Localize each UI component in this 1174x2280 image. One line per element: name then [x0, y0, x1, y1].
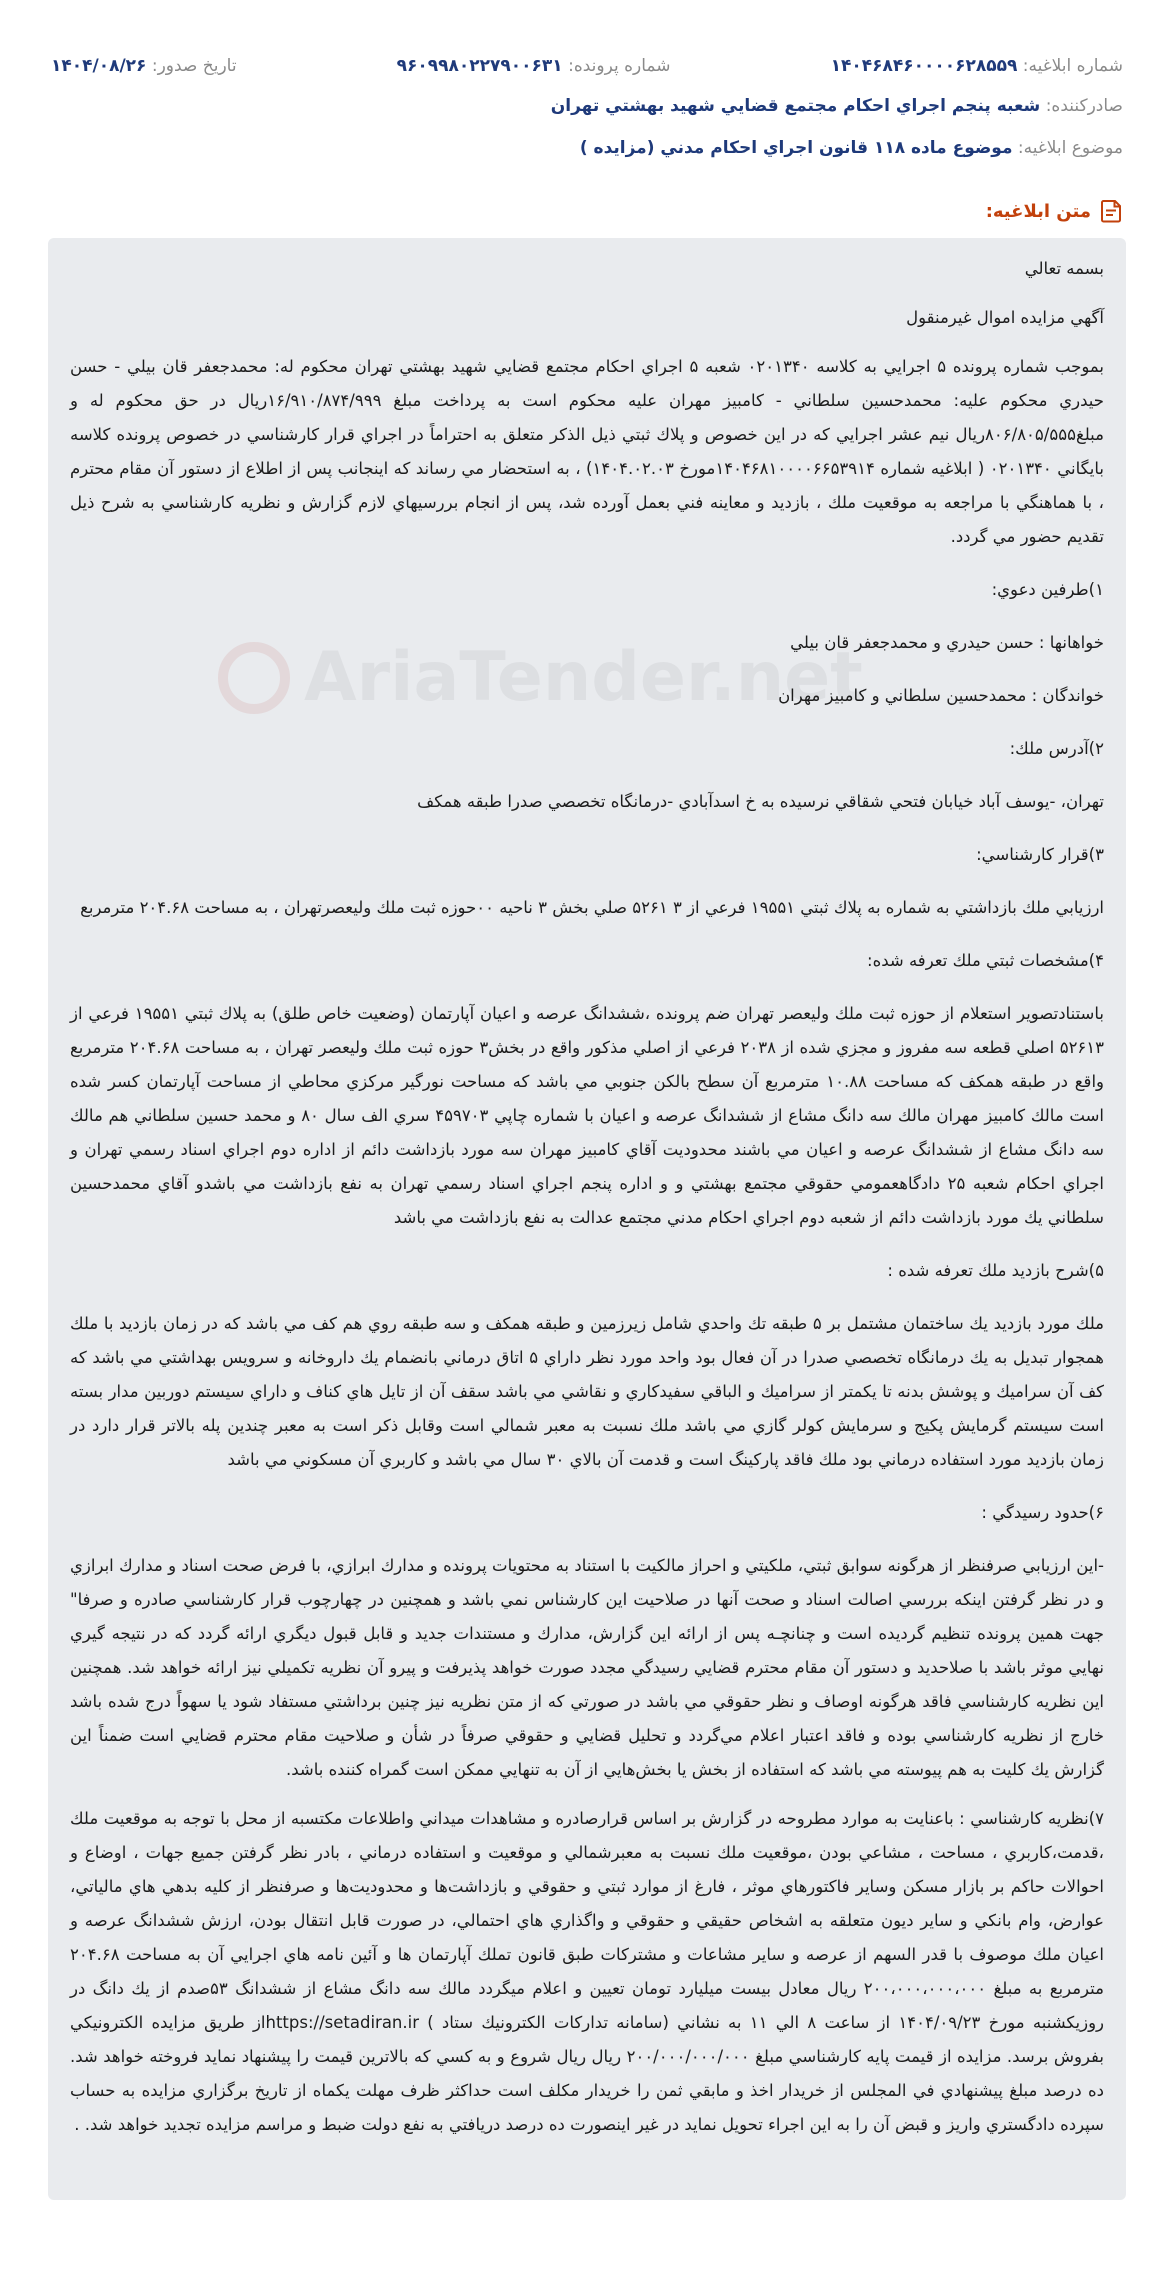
- issuer-value: شعبه پنجم اجراي احكام مجتمع قضايي شهيد بهشتي تهران: [550, 96, 1041, 116]
- issuer-row: [51, 96, 1123, 116]
- notice-paragraph-14: ملك مورد بازديد يك ساختمان مشتمل بر ۵ طبقه تك واحدي شامل زيرزمين و طبقه همكف و سه طبقه روي هم كف مي باشد كه در زمان بازديد با ملك همجوار تبديل به يك درمانگاه تخصصي صدرا در آن فعال بود واحد مورد نظر داراي ۵ اتاق درماني بانضمام يك داروخانه و سرويس بهداشتي مي باشد كه كف آن سراميك و پوشش بدنه تا يكمتر از سراميك و الباقي سفيدكاري و نقاشي مي باشد سقف آن از تايل هاي كناف و داراي سيستم دوربين مدار بسته است سيستم گرمايش پكيج و سرمايش كولر گازي مي باشد ملك نسبت به معبر شمالي است وقابل ذكر است به معبر چندين پله بالاتر قرار دارد در زمان بازديد مورد استفاده درماني بود ملك فاقد پاركينگ است و قدمت آن بالاي ۳۰ سال مي باشد و كاربري آن مسكوني مي باشد: [70, 1314, 1105, 1469]
- notice-paragraph-9: ۳)قرار كارشناسي:: [976, 845, 1104, 864]
- notice-paragraph-11: ۴)مشخصات ثبتي ملك تعرفه شده:: [867, 951, 1104, 970]
- issue-date: [51, 56, 237, 76]
- notice-paragraph-7: ۲)آدرس ملك:: [1009, 739, 1104, 758]
- notice-paragraph-8: تهران، -يوسف آباد خيابان فتحي شقاقي نرسيده به خ اسدآبادي -درمانگاه تخصصي صدرا طبقه همكف: [417, 792, 1104, 811]
- notice-text-panel: [48, 238, 1126, 2200]
- subject-value: موضوع ماده ۱۱۸ قانون اجراي احكام مدني (مزايده ): [579, 138, 1013, 158]
- notice-paragraph-5: خواهانها : حسن حيدري و محمدجعفر قان بيلي: [790, 633, 1104, 652]
- notice-paragraph-3: بموجب شماره پرونده ۵ اجرايي به کلاسه ۰۲۰۱۳۴۰ شعبه ۵ اجراي احكام مجتمع قضايي شهيد بهشتي تهران محكوم له: محمدجعفر قان بيلي - حسن حيدري محكوم عليه: محمدحسين سلطاني - كامبيز مهران عليه محكوم است به پرداخت مبلغ ۱۶/۹۱۰/۸۷۴/۹۹۹ريال در حق محكوم له و مبلغ۸۰۶/۸۰۵/۵۵۵ريال نيم عشر اجرايي كه در اين خصوص و پلاك ثبتي ذيل الذكر متعلق به احتراماً در اجراي قرار كارشناسي در خصوص پرونده كلاسه بايگاني ۰۲۰۱۳۴۰ ( ابلاغيه شماره ۱۴۰۴۶۸۱۰۰۰۰۶۶۵۳۹۱۴مورخ ۱۴۰۴.۰۲.۰۳) ، به استحضار مي رساند كه اينجانب پس از اطلاع از دستور آن مقام محترم ، با هماهنگي با مراجعه به موقعيت ملك ، بازديد و معاينه فني بعمل آورده شد، پس از انجام بررسيهاي لازم گزارش و نظريه كارشناسي به شرح ذيل تقديم حضور مي گردد.: [70, 357, 1105, 546]
- notice-paragraph-2: آگهي مزايده اموال غيرمنقول: [906, 308, 1104, 327]
- notice-paragraph-13: ۵)شرح بازديد ملك تعرفه شده :: [887, 1261, 1104, 1280]
- issue-date-value: ۱۴۰۴/۰۸/۲۶: [51, 56, 147, 76]
- notice-paragraph-6: خواندگان : محمدحسين سلطاني و كامبيز مهران: [778, 686, 1104, 705]
- issue-date-label: تاريخ صدور:: [151, 56, 237, 76]
- case-number: [397, 56, 671, 76]
- notice-paragraph-16: -اين ارزيابي صرفنظر از هرگونه سوابق ثبتي، ملكيتي و احراز مالكيت با استناد به محتويات پرونده و مدارك ابرازي، با فرض صحت اسناد و مدارك ابرازي و در نظر گرفتن اينكه بررسي اصالت اسناد و صحت آنها در صلاحيت اين كارشناس نمي باشد و همچنين در چهارچوب قرار كارشناسي صادره و صرفا" جهت همين پرونده تنظيم گرديده است و چنانچـه پس از ارائه اين گزارش، مدارك و مستندات جديد و قابل قبول ديگري ارائه گردد كه در نتيجه گيري نهايي موثر باشد با صلاحديد و دستور آن مقام محترم قضايي رسيدگي مجدد صورت خواهد پذيرفت و پيرو آن نظريه تكميلي نيز ارائه خواهد شد. همچنين اين نظريه كارشناسي فاقد هرگونه اوصاف و نظر حقوقي مي باشد در صورتي كه از متن نظريه نيز چنين برداشتي مستفاد شود يا سهواً درج شده باشد خارج از نظريه كارشناسي بوده و فاقد اعتبار اعلام مي‌گردد و تحليل قضايي و حقوقي صرفاً در شأن و صلاحيت مقام محترم قضايي است ضمناً اين گزارش يك كليت به هم پيوسته مي باشد كه استفاده از بخش يا بخش‌هايي از آن به تنهايي ممكن است گمراه كننده باشد.: [70, 1556, 1104, 1779]
- notice-paragraph-1: بسمه تعالي: [1024, 259, 1104, 278]
- case-number-value: ۹۶۰۹۹۸۰۲۲۷۹۰۰۶۳۱: [396, 56, 563, 76]
- subject-label: موضوع ابلاغيه:: [1017, 138, 1123, 158]
- notice-text-heading: [986, 198, 1123, 224]
- notice-text-heading-label: متن ابلاغيه:: [985, 200, 1091, 222]
- notice-paragraph-4: ۱)طرفين دعوي:: [991, 580, 1104, 599]
- notice-number-label: شماره ابلاغيه:: [1022, 56, 1123, 76]
- notice-number: [831, 56, 1123, 76]
- notice-paragraph-17: ۷)نظريه كارشناسي : باعنايت به موارد مطروحه در گزارش بر اساس قرارصادره و مشاهدات ميداني واطلاعات مكتسبه از محل با توجه به موقعيت ملك ،قدمت،كاربري ، مساحت ، مشاعي بودن ،موقعيت ملك نسبت به معبرشمالي و موقعيت و استفاده درماني ، بادر نظر گرفتن جميع جهات ، اوضاع و احوالات حاكم بر بازار مسكن وساير فاكتورهاي موثر ، فارغ از موارد ثبتي و حقوقي و بازداشت‌ها و محدوديت‌ها و صرفنظر از كليه بدهي هاي مالياتي، عوارض، وام بانكي و ساير ديون متعلقه به اشخاص حقيقي و حقوقي و واگذاري هاي احتمالي، در صورت قابل انتقال بودن، ارزش ششدانگ عرصه و اعيان ملك موصوف با قدر السهم از عرصه و ساير مشاعات و مشتركات طبق قانون تملك آپارتمان ها و آئين نامه هاي اجرايي آن به مساحت ۲۰۴.۶۸ مترمربع به مبلغ ۲۰۰،۰۰۰،۰۰۰،۰۰۰ ريال معادل بيست ميليارد تومان تعيين و اعلام ميگردد مالك سه دانگ مشاع از ششدانگ ۵۳صدم از يك دانگ در روزيكشنبه مورخ ۱۴۰۴/۰۹/۲۳ از ساعت ۸ الي ۱۱ به نشاني (سامانه تداركات الكترونيك ستاد ) https://setadiran.irاز طريق مزايده الكترونيكي بفروش برسد. مزايده از قيمت پايه كارشناسي مبلغ ۲۰۰/۰۰۰/۰۰۰/۰۰۰ ريال ريال شروع و به كسي كه بالاترين قيمت را پيشنهاد نمايد فروخته خواهد شد. ده درصد مبلغ پيشنهادي في المجلس از خريدار اخذ و مابقي ثمن را خريدار مكلف است حداكثر ظرف مهلت يكماه از تاريخ برگزاري مزايده به حساب سپرده دادگستري واريز و قبض آن را به اين اجراء تحويل نمايد در غير اينصورت ده درصد دريافتي به نفع دولت ضبط و مراسم مزايده تجديد خواهد شد. .: [70, 1809, 1105, 2134]
- notice-paragraph-10: ارزيابي ملك بازداشتي به شماره به پلاك ثبتي ۱۹۵۵۱ فرعي از ۳ ۵۲۶۱ صلي بخش ۳ ناحيه ۰۰حوزه ثبت ملك وليعصرتهران ، به مساحت ۲۰۴.۶۸ مترمربع: [80, 898, 1104, 917]
- subject-row: [51, 138, 1123, 158]
- notice-paragraph-12: باستنادتصوير استعلام از حوزه ثبت ملك وليعصر تهران ضم پرونده ،ششدانگ عرصه و اعيان آپارتمان (وضعيت خاص طلق) به پلاك ثبتي ۱۹۵۵۱ فرعي از ۵۲۶۱۳ اصلي قطعه سه مفروز و مجزي شده از ۲۰۳۸ فرعي از اصلي مذكور واقع در بخش۳ حوزه ثبت ملك وليعصر تهران ، به مساحت ۲۰۴.۶۸ مترمربع واقع در طبقه همكف كه مساحت ۱۰.۸۸ مترمربع آن سطح بالكن جنوبي مي باشد كه مساحت نورگير مركزي محاطي از مساحت آپارتمان كسر شده است مالك كامبيز مهران مالك سه دانگ مشاع از ششدانگ عرصه و اعيان با شماره چاپي ۴۵۹۷۰۳ سري الف سال ۸۰ و محمد حسين سلطاني هم مالك سه دانگ مشاع از ششدانگ عرصه و اعيان مي باشند محدوديت آقاي كامبيز مهران سه مورد بازداشت دائم از اداره دوم اجراي اسناد رسمي تهران و اجراي احكام شعبه ۲۵ دادگاهعمومي حقوقي مجتمع بهشتي و و اداره پنجم اجراي اسناد رسمي تهران به نفع بازداشت مي باشدو آقاي محمدحسين سلطاني يك مورد بازداشت دائم از شعبه دوم اجراي احكام مدني مجتمع عدالت به نفع بازداشت مي باشد: [70, 1004, 1105, 1227]
- document-icon: [1099, 198, 1123, 224]
- issuer-label: صادرکننده:: [1045, 96, 1123, 116]
- notice-number-value: ۱۴۰۴۶۸۴۶۰۰۰۰۶۲۸۵۵۹: [830, 56, 1018, 76]
- notice-meta-row: [51, 56, 1123, 76]
- watermark-logo: AriaTender.net: [218, 638, 863, 717]
- case-number-label: شماره پرونده:: [568, 56, 671, 76]
- notice-paragraph-15: ۶)حدود رسيدگي :: [981, 1503, 1104, 1522]
